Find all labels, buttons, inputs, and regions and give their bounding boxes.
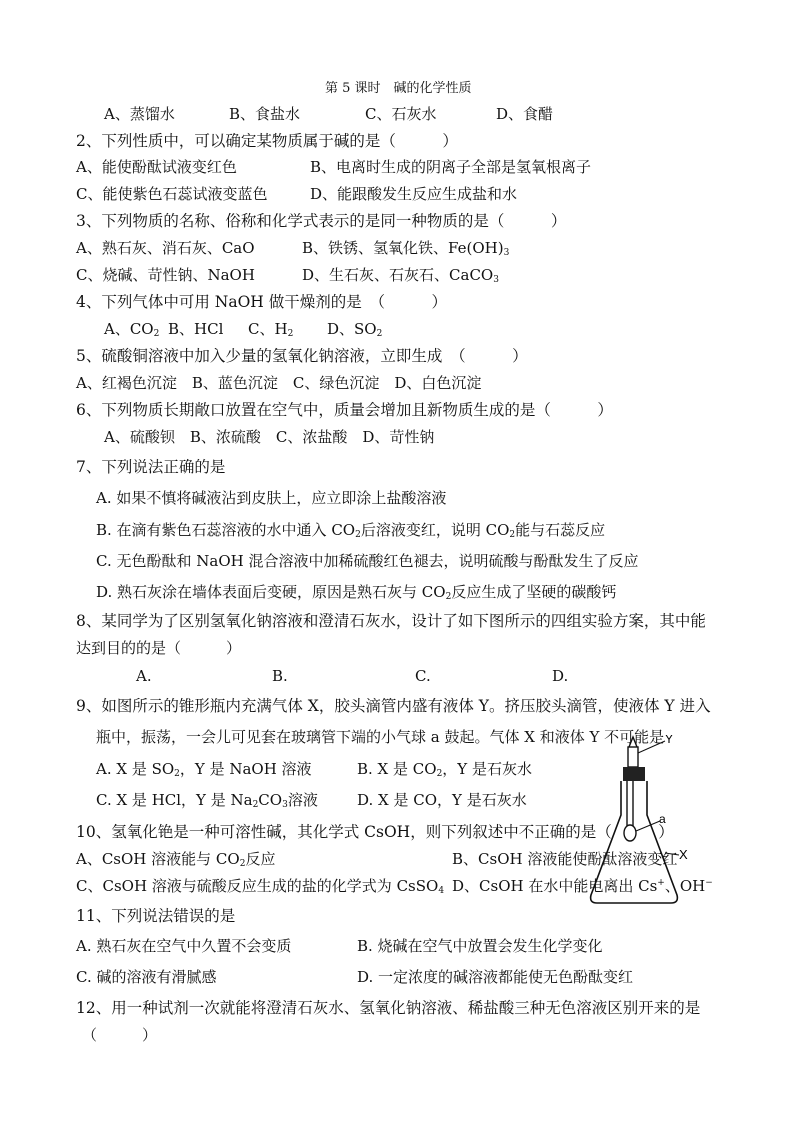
q11-option-a: A. 熟石灰在空气中久置不会变质 <box>76 937 292 955</box>
q3-option-c: C、烧碱、苛性钠、NaOH <box>76 266 255 284</box>
q3-option-a: A、熟石灰、消石灰、CaO <box>76 239 255 257</box>
q9-option-a: A. X 是 $SO_2$，Y 是 NaOH 溶液 <box>96 760 312 779</box>
q5-options: A、红褐色沉淀 B、蓝色沉淀 C、绿色沉淀 D、白色沉淀 <box>76 374 482 392</box>
q8-stem-line1: 8、某同学为了区别氢氧化钠溶液和澄清石灰水，设计了如下图所示的四组实验方案，其中能 <box>76 612 706 630</box>
label-a: a <box>659 812 666 826</box>
q11-option-c: C. 碱的溶液有滑腻感 <box>76 968 217 986</box>
q5-stem: 5、硫酸铜溶液中加入少量的氢氧化钠溶液，立即生成 （ ） <box>76 347 528 365</box>
q1-option-c: C、石灰水 <box>365 105 437 123</box>
q1-option-a: A、蒸馏水 <box>104 105 175 123</box>
dropper-bulb <box>629 737 637 747</box>
q1-option-b: B、食盐水 <box>229 105 301 123</box>
q11-stem: 11、下列说法错误的是 <box>76 907 236 925</box>
q10-option-c: C、CsOH 溶液与硫酸反应生成的盐的化学式为 CsSO$_4$ <box>76 877 445 896</box>
dropper-body <box>628 747 638 767</box>
q7-option-a: A. 如果不慎将碱液沾到皮肤上，应立即涂上盐酸溶液 <box>96 489 447 507</box>
q11-option-b: B. 烧碱在空气中放置会发生化学变化 <box>357 937 603 955</box>
q3-option-d: D、生石灰、石灰石、CaCO$_3$ <box>302 266 499 285</box>
q7-option-d: D. 熟石灰涂在墙体表面后变硬，原因是熟石灰与 $CO_2$反应生成了坚硬的碳酸钙 <box>96 583 617 602</box>
label-line-y <box>638 741 665 753</box>
q12-stem: 12、用一种试剂一次就能将澄清石灰水、氢氧化钠溶液、稀盐酸三种无色溶液区别开来的是 <box>76 999 701 1017</box>
label-y: Y <box>665 735 674 746</box>
q11-option-d: D. 一定浓度的碱溶液都能使无色酚酞变红 <box>357 968 634 986</box>
q4-stem: 4、下列气体中可用 NaOH 做干燥剂的是 （ ） <box>76 293 447 311</box>
q9-stem-line2: 瓶中，振荡，一会儿可见套在玻璃管下端的小气球 a 鼓起。气体 X 和液体 Y 不可能是 <box>96 728 665 746</box>
q2-option-a: A、能使酚酞试液变红色 <box>76 158 237 176</box>
q10-option-d: D、CsOH 在水中能电离出 Cs+、OH− <box>452 877 713 895</box>
q6-stem: 6、下列物质长期敞口放置在空气中，质量会增加且新物质生成的是（ ） <box>76 401 613 419</box>
q7-stem: 7、下列说法正确的是 <box>76 458 226 476</box>
q1-option-d: D、食醋 <box>496 105 554 123</box>
q2-option-d: D、能跟酸发生反应生成盐和水 <box>310 185 518 203</box>
q4-option-b: B、HCl <box>168 320 224 338</box>
q8-option-d: D. <box>552 667 569 685</box>
q8-option-c: C. <box>415 667 431 685</box>
label-x: X <box>679 847 688 862</box>
stopper <box>623 767 645 781</box>
q4-option-d: D、$SO_2$ <box>327 320 383 339</box>
q4-option-c: C、$H_2$ <box>248 320 294 339</box>
q9-option-b: B. X 是 $CO_2$，Y 是石灰水 <box>357 760 532 779</box>
q9-stem-line1: 9、如图所示的锥形瓶内充满气体 X，胶头滴管内盛有液体 Y。挤压胶头滴管，使液体 Y 进入 <box>76 697 711 715</box>
q10-stem: 10、氢氧化铯是一种可溶性碱，其化学式 CsOH，则下列叙述中不正确的是（ ） <box>76 823 674 841</box>
q7-option-c: C. 无色酚酞和 NaOH 混合溶液中加稀硫酸红色褪去，说明硫酸与酚酞发生了反应 <box>96 552 639 570</box>
q3-option-b: B、铁锈、氢氧化铁、$Fe(OH)_3$ <box>302 239 510 258</box>
q8-stem-line2: 达到目的的是（ ） <box>76 639 242 657</box>
q8-option-a: A. <box>136 667 152 685</box>
q4-option-a: A、$CO_2$ <box>104 320 160 339</box>
q9-option-c: C. X 是 HCl，Y 是 $Na_2CO_3$溶液 <box>96 791 318 810</box>
page-title: 第 5 课时 碱的化学性质 <box>325 81 472 96</box>
q2-option-c: C、能使紫色石蕊试液变蓝色 <box>76 185 268 203</box>
q10-option-a: A、CsOH 溶液能与 $CO_2$反应 <box>76 850 276 869</box>
q7-option-b: B. 在滴有紫色石蕊溶液的水中通入 $CO_2$后溶液变红，说明 $CO_2$能与石蕊反应 <box>96 521 606 540</box>
q2-option-b: B、电离时生成的阴离子全部是氢氧根离子 <box>310 158 592 176</box>
q2-stem: 2、下列性质中，可以确定某物质属于碱的是（ ） <box>76 132 458 150</box>
q10-option-b: B、CsOH 溶液能使酚酞溶液变红 <box>452 850 678 868</box>
q9-option-d: D. X 是 CO，Y 是石灰水 <box>357 791 527 809</box>
q6-options: A、硫酸钡 B、浓硫酸 C、浓盐酸 D、苛性钠 <box>104 428 435 446</box>
q8-option-b: B. <box>272 667 288 685</box>
q12-answer-blank: （ ） <box>82 1026 158 1044</box>
q3-stem: 3、下列物质的名称、俗称和化学式表示的是同一种物质的是（ ） <box>76 212 567 230</box>
